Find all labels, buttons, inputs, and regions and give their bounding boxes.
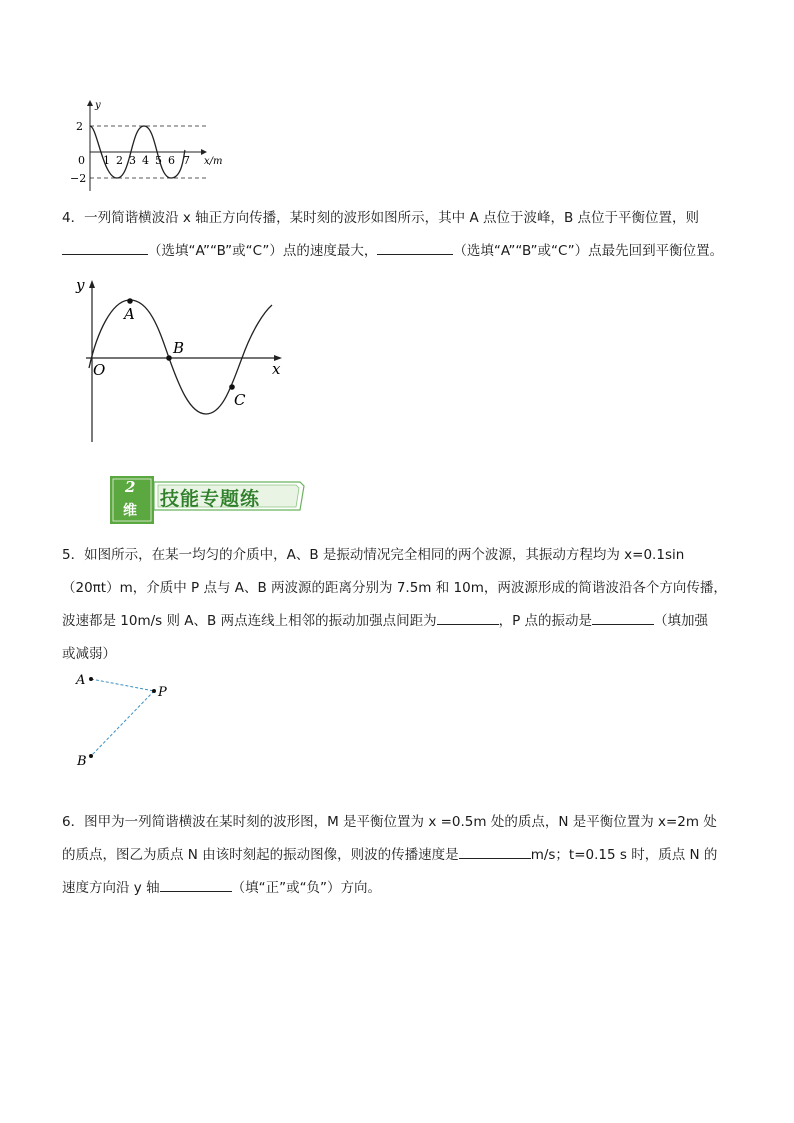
x-tick-0: 0 (78, 154, 85, 167)
q4-blank-2[interactable] (377, 240, 453, 255)
q6-blank-1[interactable] (459, 844, 531, 859)
q6-number: 6 (62, 814, 71, 830)
q5-number: 5 (62, 547, 71, 563)
q4-number: 4 (62, 210, 71, 226)
y-tick-neg2: −2 (70, 172, 87, 185)
q6-text-line2-b: m/s；t=0.15 s 时，质点 N 的 (530, 847, 718, 863)
wave-figure-q4 (72, 272, 292, 447)
label-A: A (124, 305, 135, 323)
q4-x-label: x (272, 360, 281, 378)
x-tick-7: 7 (183, 154, 190, 167)
q4-text-line2-mid: （选填“A”“B”或“C”）点的速度最大， (148, 243, 378, 259)
section-title: 技能专题练 (160, 488, 261, 510)
q5-text-line3-a: 波速都是 10m/s 则 A、B 两点连线上相邻的振动加强点间距为 (62, 613, 437, 629)
x-tick-2: 2 (116, 154, 123, 167)
q4-blank-1[interactable] (62, 240, 148, 255)
q5-blank-2[interactable] (592, 610, 654, 625)
point-P (152, 689, 156, 693)
sources-figure-q5 (72, 668, 182, 768)
point-A (127, 298, 133, 304)
y-axis-label: y (95, 100, 101, 111)
x-tick-3: 3 (129, 154, 136, 167)
q6-text-line3-a: 速度方向沿 y 轴 (62, 880, 160, 896)
q5-text-line3-c: （填加强 (654, 613, 709, 629)
question-4 (62, 202, 734, 268)
label-C: C (234, 391, 246, 409)
x-tick-4: 4 (142, 154, 149, 167)
q6-text-line2-a: 的质点，图乙为质点 N 由该时刻起的振动图像，则波的传播速度是 (62, 847, 459, 863)
q4-text-line2-end: （选填“A”“B”或“C”）点最先回到平衡位置。 (453, 243, 724, 259)
x-axis-label: x/m (204, 156, 223, 167)
q5-blank-1[interactable] (437, 610, 499, 625)
q5-text-line1: ．如图所示，在某一均匀的介质中，A、B 是振动情况完全相同的两个波源，其振动方程均为 x=0.1sin (70, 547, 685, 563)
label-source-A: A (76, 673, 86, 688)
y-tick-2: 2 (76, 120, 83, 133)
x-tick-5: 5 (155, 154, 162, 167)
x-tick-1: 1 (103, 154, 110, 167)
q6-text-line1: ．图甲为一列简谐横波在某时刻的波形图，M 是平衡位置为 x =0.5m 处的质点，N 是平衡位置为 x=2m 处 (70, 814, 717, 830)
label-point-P: P (158, 685, 167, 700)
point-B (166, 355, 172, 361)
q5-text-line2: （20πt）m，介质中 P 点与 A、B 两波源的距离分别为 7.5m 和 10m，两波源形成的简谐波沿各个方向传播， (62, 580, 727, 596)
point-C (229, 384, 235, 390)
q4-origin-label: O (93, 361, 106, 379)
q6-text-line3-b: （填“正”或“负”）方向。 (231, 880, 382, 896)
x-tick-6: 6 (168, 154, 175, 167)
q5-text-line3-b: ，P 点的振动是 (498, 613, 593, 629)
label-source-B: B (77, 754, 87, 768)
label-B: B (173, 339, 185, 357)
source-A (89, 677, 93, 681)
question-5 (62, 539, 734, 671)
question-6 (62, 806, 734, 905)
q4-text-line1: ．一列简谐横波沿 x 轴正方向传播，某时刻的波形如图所示，其中 A 点位于波峰，B 点位于平衡位置，则 (70, 210, 700, 226)
wave-figure-small (70, 96, 230, 196)
source-B (89, 754, 93, 758)
banner-badge-number: 2 (125, 478, 136, 496)
q6-blank-2[interactable] (160, 877, 232, 892)
banner-badge-word: 维 (123, 503, 137, 519)
q5-text-line4: 或减弱） (62, 646, 116, 662)
q4-y-label: y (76, 276, 85, 294)
